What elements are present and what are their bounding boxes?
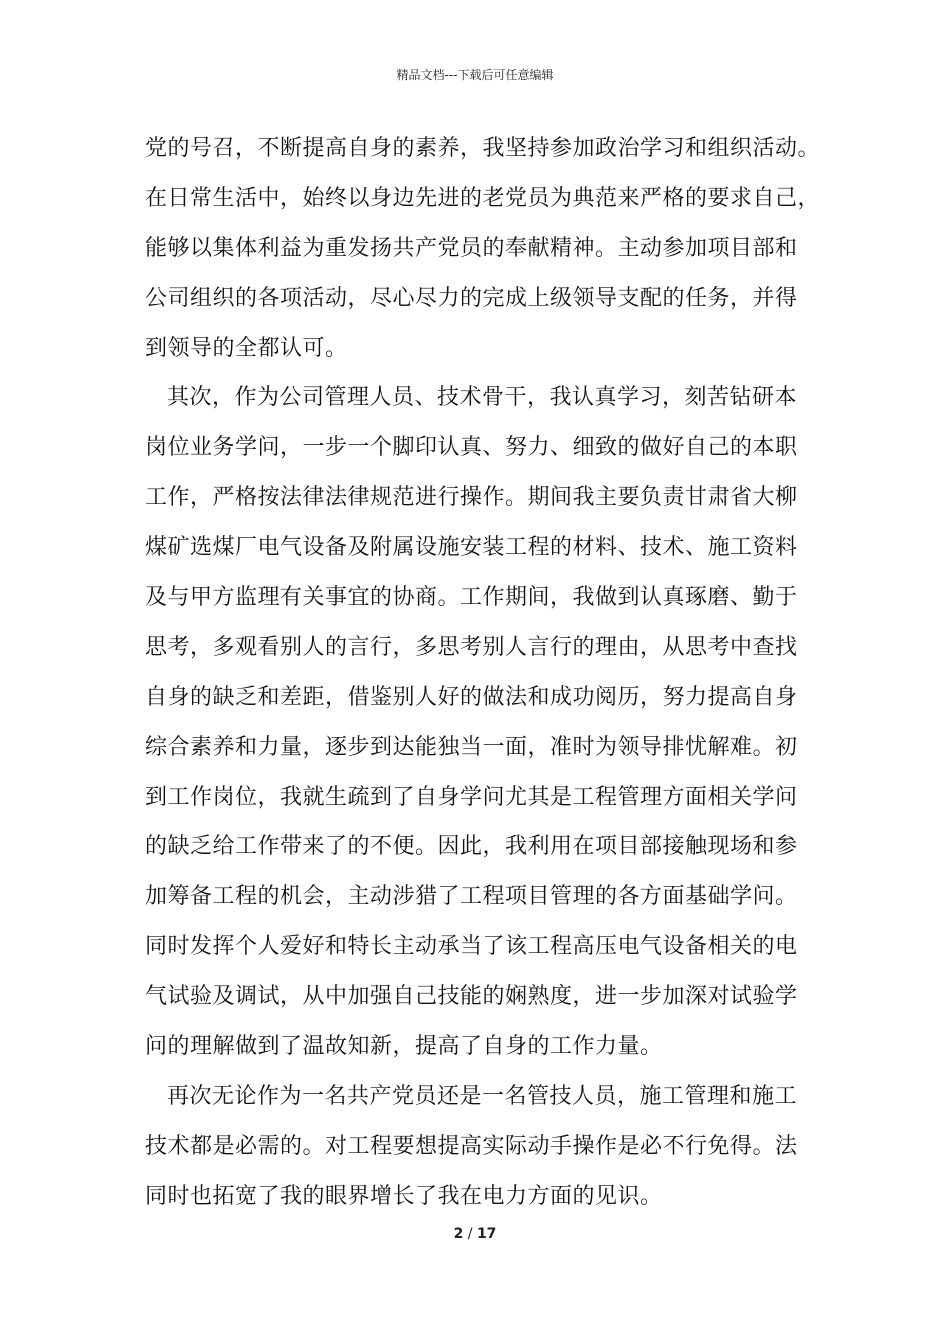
text-line: 再次无论作为一名共产党员还是一名管技人员，施工管理和施工 — [167, 1083, 798, 1109]
paragraph — [145, 124, 821, 373]
text-line: 自身的缺乏和差距，借鉴别人好的做法和成功阅历，努力提高自身 — [145, 684, 798, 710]
text-line: 到工作岗位，我就生疏到了自身学问尤其是工程管理方面相关学问 — [145, 784, 798, 810]
text-line: 同时也拓宽了我的眼界增长了我在电力方面的见识。 — [145, 1183, 663, 1209]
page-header: 精品文档---下载后可任意编辑 — [396, 68, 554, 82]
text-line: 的缺乏给工作带来了的不便。因此，我利用在项目部接触现场和参 — [145, 834, 798, 860]
text-line: 及与甲方监理有关事宜的协商。工作期间，我做到认真琢磨、勤于 — [145, 585, 798, 611]
text-line: 公司组织的各项活动，尽心尽力的完成上级领导支配的任务，并得 — [145, 285, 798, 311]
page-number — [0, 1226, 950, 1242]
paragraph — [145, 1072, 807, 1222]
text-line: 同时发挥个人爱好和特长主动承当了该工程高压电气设备相关的电 — [145, 934, 798, 960]
paragraph — [145, 373, 807, 1071]
text-line: 党的号召，不断提高自身的素养，我坚持参加政治学习和组织活动。 — [145, 136, 821, 161]
text-line: 综合素养和力量，逐步到达能独当一面，准时为领导排忧解难。初 — [145, 734, 798, 760]
text-line: 气试验及调试，从中加强自己技能的娴熟度，进一步加深对试验学 — [145, 984, 798, 1010]
text-line: 问的理解做到了温故知新，提高了自身的工作力量。 — [145, 1034, 663, 1060]
page-separator: / — [463, 1226, 477, 1242]
text-line: 加筹备工程的机会，主动涉猎了工程项目管理的各方面基础学问。 — [145, 884, 798, 910]
text-line: 在日常生活中，始终以身边先进的老党员为典范来严格的要求自己， — [145, 185, 821, 211]
text-line: 能够以集体利益为重发扬共产党员的奉献精神。主动参加项目部和 — [145, 235, 798, 261]
current-page-number: 2 — [453, 1226, 464, 1242]
text-line: 技术都是必需的。对工程要想提高实际动手操作是必不行免得。法 — [145, 1133, 798, 1159]
text-line: 煤矿选煤厂电气设备及附属设施安装工程的材料、技术、施工资料 — [145, 535, 798, 561]
document-body — [145, 124, 821, 1222]
text-line: 岗位业务学问，一步一个脚印认真、努力、细致的做好自己的本职 — [145, 435, 798, 461]
text-line: 到领导的全都认可。 — [145, 335, 348, 361]
total-page-count: 17 — [476, 1226, 497, 1242]
text-line: 其次，作为公司管理人员、技术骨干，我认真学习，刻苦钻研本 — [167, 385, 798, 411]
text-line: 思考，多观看别人的言行，多思考别人言行的理由，从思考中查找 — [145, 634, 798, 660]
text-line: 工作，严格按法律法律规范进行操作。期间我主要负责甘肃省大柳 — [145, 485, 798, 511]
